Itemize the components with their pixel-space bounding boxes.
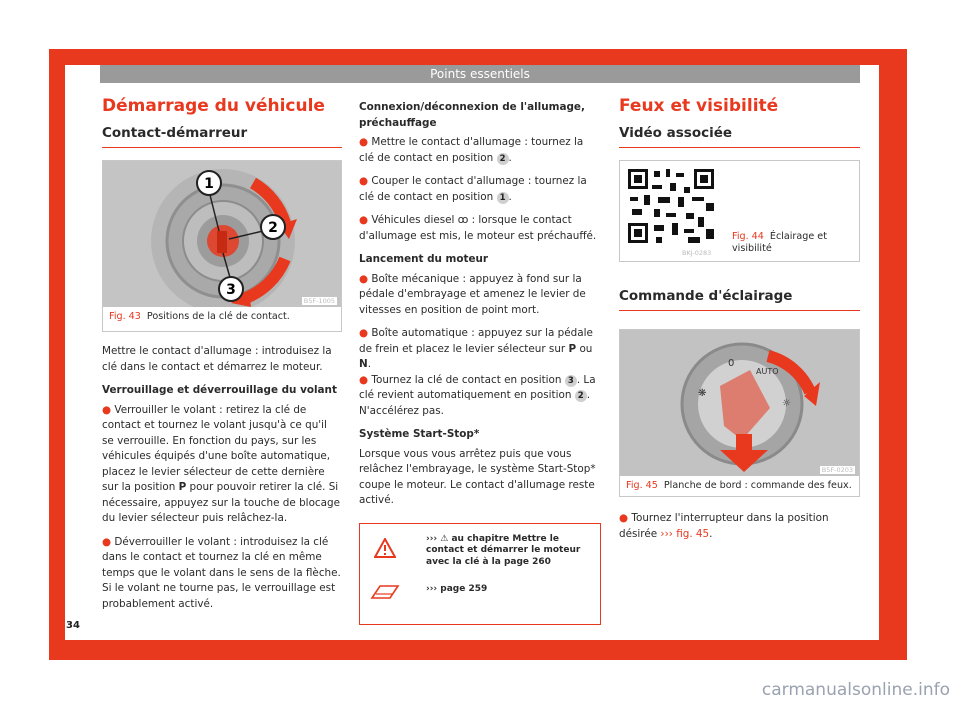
figure-44-code: BKJ-0283 (682, 249, 712, 257)
bullet-diesel: ● Véhicules diesel ꝏ : lorsque le contact d'allumage est mis, le moteur est préchauffé. (359, 214, 597, 242)
subheading-lancement: Lancement du moteur (359, 253, 489, 265)
bullet-boite-mecanique: ● Boîte mécanique : appuyez à fond sur la pédale d'embrayage et amenez le levier de vitesses en position de point mort. (359, 272, 586, 316)
qr-code-icon[interactable] (626, 167, 718, 247)
bullet-verrouiller: ● Verrouiller le volant : retirez la clé de contact et tournez le volant jusqu'à ce qu'il se verrouille. En fonction du pays, sur les véhicules équipés d'une boîte automatique, placez le levier sélecteur de cette dernière sur la position P pour pouvoir retirer la clé. Si nécessaire, appuyez sur la touche de blocage du levier sélecteur puis relâchez-la. (102, 403, 340, 524)
figure-43 (102, 160, 342, 332)
headlight-icon: ☼ (782, 398, 791, 409)
heading-demarrage: Démarrage du véhicule (102, 96, 325, 116)
callout-2: 2 (268, 220, 278, 236)
page-number: 34 (66, 620, 80, 631)
figure-44 (619, 160, 860, 262)
figure-45-code: B5F-0203 (821, 466, 853, 474)
paragraph-contact: Mettre le contact d'allumage : introduisez la clé dans le contact et démarrez le moteur. (102, 345, 332, 373)
column-2 (359, 100, 601, 625)
figure-44-caption: Fig. 44 Éclairage et visibilité (732, 231, 827, 254)
heading-feux: Feux et visibilité (619, 96, 779, 116)
page-reference[interactable]: ››› page 259 (426, 584, 488, 594)
ignition-illustration (103, 161, 342, 307)
subheading-connexion: Connexion/déconnexion de l'allumage, préchauffage (359, 101, 585, 129)
heading-video: Vidéo associée (619, 125, 860, 148)
subheading-verrouillage: Verrouillage et déverrouillage du volant (102, 384, 337, 396)
column-1 (102, 95, 342, 620)
heading-contact-demarreur: Contact-démarreur (102, 125, 342, 148)
section-header: Points essentiels (100, 65, 860, 83)
dial-zero-label: 0 (728, 358, 735, 369)
light-switch-illustration (620, 330, 860, 476)
subheading-start-stop: Système Start-Stop* (359, 428, 480, 440)
bullet-couper-contact: ● Couper le contact d'allumage : tournez la clé de contact en position 1 . (359, 175, 587, 203)
column-3 (619, 95, 860, 550)
figure-43-caption: Fig. 43 Positions de la clé de contact. (109, 311, 290, 322)
figure-code: B5F-1005 (303, 297, 335, 305)
bullet-boite-auto: ● Boîte automatique : appuyez sur la pédale de frein et placez le levier sélecteur sur P ou N. ● Tournez la clé de contact en position 3 . La clé revient automatiquement en position 2 . N'accélérez pas. (359, 327, 596, 417)
bullet-tournez-interrupteur: ● Tournez l'interrupteur dans la position désirée ››› fig. 45. (619, 512, 829, 540)
figure-45 (619, 329, 860, 497)
watermark: carmanualsonline.info (761, 680, 950, 700)
bullet-deverrouiller: ● Déverrouiller le volant : introduisez la clé dans le contact et tournez la clé en même temps que le volant dans le sens de la flèche. Si le volant ne tourne pas, le verrouillage est probablement activé. (102, 535, 341, 610)
bullet-mettre-contact: ● Mettre le contact d'allumage : tournez la clé de contact en position 2 . (359, 136, 584, 164)
paragraph-start-stop: Lorsque vous vous arrêtez puis que vous relâchez l'embrayage, le système Start-Stop* coupe le moteur. Le contact d'allumage reste activé. (359, 447, 596, 506)
fog-light-icon: ❋ (698, 388, 707, 399)
callout-1: 1 (204, 176, 214, 192)
figure-link[interactable]: ››› fig. 45 (660, 527, 710, 540)
dial-auto-label: AUTO (756, 367, 779, 376)
warning-text[interactable]: ››› ⚠ au chapitre Mettre le contact et démarrer le moteur avec la clé à la page 260 (426, 533, 581, 567)
figure-45-caption: Fig. 45 Planche de bord : commande des feux. (626, 480, 852, 491)
book-note-icon (370, 580, 400, 602)
heading-commande-eclairage: Commande d'éclairage (619, 288, 860, 311)
callout-3: 3 (226, 282, 236, 298)
warning-box (359, 523, 601, 625)
warning-triangle-icon (374, 538, 396, 558)
